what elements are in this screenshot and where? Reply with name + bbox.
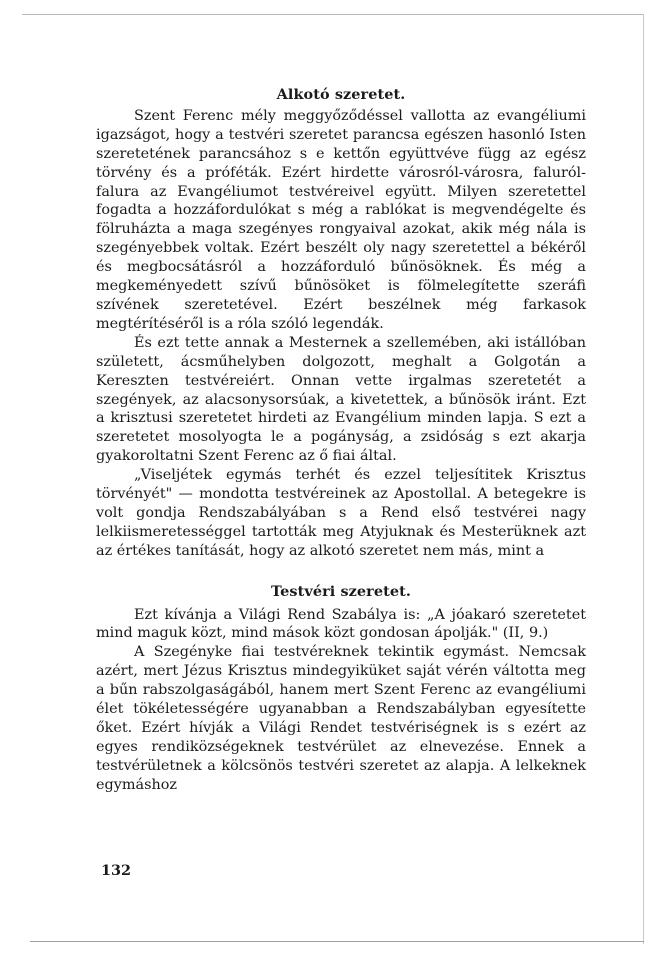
page-edge-bottom	[30, 941, 644, 942]
paragraph-2: És ezt tette annak a Mesternek a szellemében, aki istállóban született, ácsműhelyben dolgozott, meghalt a Golgotán a Kereszten testvéreiért. Onnan vette irgalmas szeretetét a szegények, az alacsonysorsúak, a kivetettek, a bűnösök iránt. Ezt a krisztusi szeretetet hirdeti az Evangélium minden lapja. S ezt a szeretetet mosolyogta le a pogányság, a zsidóság s ezt akarja gyakoroltatni Szent Ferenc az ő fiai által.	[96, 334, 586, 465]
section-heading-alkoto-szeretet: Alkotó szeretet.	[276, 86, 406, 103]
page-edge-right	[643, 14, 644, 944]
page-body	[96, 86, 586, 795]
section-heading-testveri-szeretet: Testvéri szeretet.	[271, 582, 411, 600]
page-edge-top	[22, 14, 644, 15]
paragraph-1: Szent Ferenc mély meggyőződéssel vallotta az evangéliumi igazságot, hogy a testvéri szeretet parancsa egészen hasonló Isten szeretetének parancsához s e kettőn együttvéve függ az egész törvény és a próféták. Ezért hirdette városról-városra, faluról-falura az Evangéliumot testvéreivel együtt. Milyen szeretettel fogadta a hozzáfordulókat s még a rablókat is megvendégelte és fölruházta a maga szegényes rongyaival azokat, akik még nála is szegényebbek voltak. Ezért beszélt oly nagy szeretettel a békéről és megbocsátásról a hozzáforduló bűnösöknek. És még a megkeményedett szívű bűnösöket is fölmelegítette szeráfi szívének szeretetével. Ezért beszélnek még farkasok megtérítéséről is a róla szóló legendák.	[96, 107, 586, 332]
paragraph-3: „Viseljétek egymás terhét és ezzel teljesítitek Krisztus törvényét" — mondotta testvéreinek az Apostollal. A betegekre is volt gondja Rendszabályában s a Rend első testvérei nagy lelkiismeretességgel tartották meg Atyjuknak és Mesterüknek azt az értékes tanítását, hogy az alkotó szeretet nem más, mint a	[96, 467, 586, 559]
page-number: 132	[101, 862, 132, 879]
paragraph-5: A Szegényke fiai testvéreknek tekintik egymást. Nemcsak azért, mert Jézus Krisztus mindegyiküket saját vérén váltotta meg a bűn rabszolgaságából, hanem mert Szent Ferenc az evangéliumi élet tökéletességére ugyanabban a Rendszabályban egyesítette őket. Ezért hívják a Világi Rendet testvériségnek is s ezért az egyes rendiközségeknek testvérület az elnevezése. Ennek a testvérületnek a kölcsönös testvéri szeretet az alapja. A lelkeknek egymáshoz	[96, 644, 586, 793]
paragraph-4: Ezt kívánja a Világi Rend Szabálya is: „A jóakaró szeretetet mind maguk közt, mind mások közt gondosan ápolják." (II, 9.)	[96, 606, 586, 642]
